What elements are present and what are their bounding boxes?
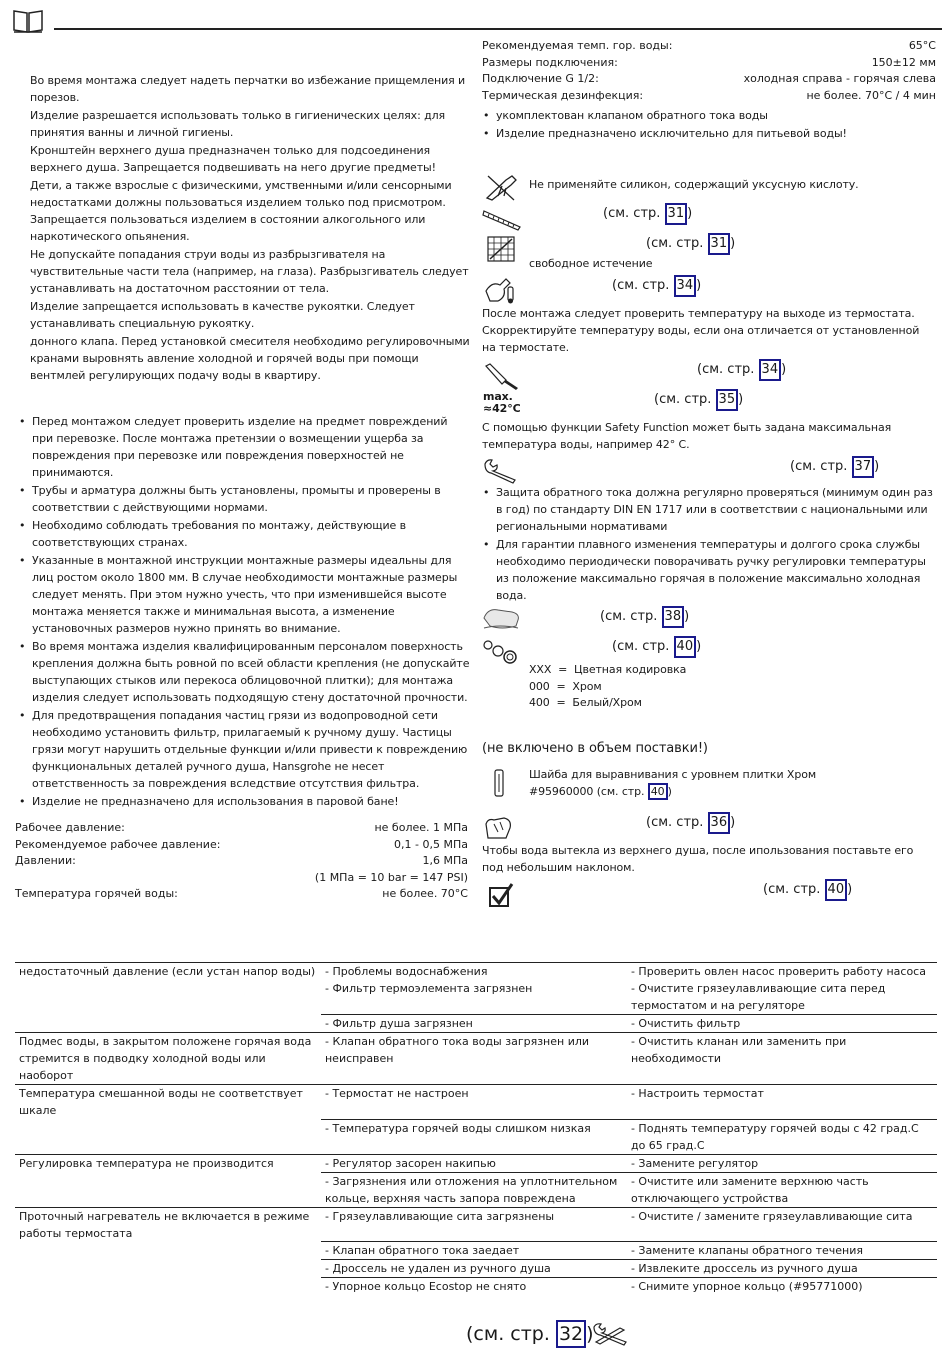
maintenance-notes — [482, 484, 934, 605]
page-ref-number[interactable]: 34 — [759, 359, 782, 381]
grid-icon — [487, 236, 515, 262]
safety-paragraph: Кронштейн верхнего душа предназначен только для подсоединения верхнего душа. Запрещается подвешивать на него другие предметы! — [30, 144, 436, 174]
footer-page-ref[interactable]: (см. стр. 32 ) — [466, 1320, 594, 1348]
cleaning-hand-icon — [482, 604, 522, 632]
page-ref[interactable]: (см. стр. 40 ) — [763, 879, 852, 901]
table-row: - Упорное кольцо Ecostop не снято - Снимите упорное кольцо (#95771000) — [15, 1278, 937, 1296]
spec-row: Размеры подключения: 150±12 мм — [482, 55, 936, 69]
list-item: • Необходимо соблюдать требования по монтажу, действующие в соответствующих странах. — [18, 517, 470, 551]
color-code: 000 = Хром — [529, 680, 602, 693]
spec-row: Температура горячей воды: не более. 70°C — [15, 887, 468, 900]
table-row: Проточный нагреватель не включается в режиме работы термостата - Грязеулавливающие сита загрязнены - Очистите / замените грязеулавливающие сита — [15, 1207, 937, 1242]
thermometer-hand-icon — [484, 275, 518, 305]
spec-row: Термическая дезинфекция: не более. 70°C / 4 мин — [482, 88, 936, 102]
safety-function-text: С помощью функции Safety Function может быть задана максимальная температура воды, например 42° C. — [482, 421, 892, 451]
page-ref[interactable]: (см. стр. 31 ) — [646, 233, 735, 255]
page-ref-number[interactable]: 40 — [674, 636, 697, 658]
page-ref[interactable]: (см. стр. 35 ) — [654, 389, 743, 411]
spec-row: Давлении: 1,6 МПа — [15, 854, 468, 867]
page-ref[interactable]: (см. стр. 40 ) — [612, 636, 701, 658]
page-ref[interactable]: (см. стр. 37 ) — [790, 456, 879, 478]
checkbox-icon — [488, 882, 514, 908]
page-ref-number[interactable]: 37 — [852, 456, 875, 478]
page-ref[interactable]: (см. стр. 38 ) — [600, 606, 689, 628]
page-ref-number[interactable]: 35 — [716, 389, 739, 411]
list-item: • Изделие предназначено исключительно для питьевой воды! — [482, 125, 934, 142]
screwdriver-icon — [484, 362, 520, 392]
ruler-icon — [482, 205, 522, 231]
table-row: - Температура горячей воды слишком низкая - Поднять температуру горячей воды с 42 град.С до 65 град.С — [15, 1119, 937, 1154]
page-ref[interactable]: (см. стр. 34 ) — [612, 275, 701, 297]
spec-row: Подключение G 1/2: холодная справа - горячая слева — [482, 72, 936, 85]
technical-specs-right — [482, 38, 936, 104]
thermostat-check-text: После монтажа следует проверить температуру на выходе из термостата. Скорректируйте температуру воды, если она отличается от установленной на термостате. — [482, 307, 920, 354]
safety-paragraph: Во время монтажа следует надеть перчатки во избежание прищемления и порезов. — [30, 74, 466, 104]
page-ref-number[interactable]: 31 — [665, 203, 688, 225]
safety-text — [30, 72, 470, 385]
safety-paragraph: Не допускайте попадания струи воды из разбрызгивателя на чувствительные части тела (например, на глаза). Разбрызгиватель следует устанавливать на достаточном расстоянии от тела. — [30, 248, 469, 295]
troubleshooting-table — [15, 962, 937, 1295]
list-item: • укомплектован клапаном обратного тока воды — [482, 107, 934, 124]
free-flow-label: свободное истечение — [529, 257, 653, 270]
list-item: • Трубы и арматура должны быть установлены, промыты и проверены в соответствии с действующими нормами. — [18, 482, 470, 516]
page-ref-number[interactable]: 34 — [674, 275, 697, 297]
book-icon — [12, 8, 44, 34]
silicone-warning: Не применяйте силикон, содержащий уксусную кислоту. — [529, 178, 859, 191]
table-row: - Клапан обратного тока заедает - Замените клапаны обратного течения — [15, 1242, 937, 1260]
list-item: • Защита обратного тока должна регулярно проверяться (минимум один раз в год) по стандарту DIN EN 1717 или в соответствии с национальными или региональными нормативами — [482, 484, 934, 535]
header-rule — [54, 28, 942, 30]
table-row: - Фильтр термоэлемента загрязнен - Очистите грязеулавливающие сита перед термостатом и на регуляторе — [324, 982, 886, 1012]
color-code: 400 = Белый/Хром — [529, 696, 642, 709]
safety-paragraph: Дети, а также взрослые с физическими, умственными и/или сенсорными недостатками должны пользоваться изделием только под присмотром. Запрещается пользоваться изделием в состоянии алкогольного или наркотического опьянения. — [30, 179, 452, 243]
table-row: - Дроссель не удален из ручного душа - Извлеките дроссель из ручного душа — [15, 1260, 937, 1278]
spec-note: (1 МПа = 10 bar = 147 PSI) — [314, 870, 468, 884]
list-item: • Перед монтажом следует проверить изделие на предмет повреждений при перевозке. После монтажа претензии о возмещении ущерба за повреждения при перевозке или повреждения поверхностей не принимаются. — [18, 413, 470, 481]
list-item: • Для гарантии плавного изменения температуры и долгого срока службы необходимо периодически поворачивать ручку регулировки температуры из положение максимально горячая в положение максимально холодная вода. — [482, 536, 934, 604]
washer-description: Шайба для выравнивания с уровнем плитки Хром — [529, 768, 817, 781]
wrench-icon — [483, 458, 521, 484]
page-ref[interactable]: (см. стр. 31 ) — [603, 203, 692, 225]
page-ref[interactable]: (см. стр. 36 ) — [646, 812, 735, 834]
washer-icon — [492, 768, 506, 798]
hand-adjust-icon — [484, 814, 516, 842]
page-ref-number[interactable]: 31 — [708, 233, 731, 255]
page-ref[interactable]: (см. стр. 34 ) — [697, 359, 786, 381]
list-item: • Изделие не предназначено для использования в паровой бане! — [18, 793, 470, 810]
page-ref-number[interactable]: 40 — [648, 783, 668, 800]
table-row: недостаточный давление (если устан напор воды) - Проблемы водоснабжения - Проверить овлен насос проверить работу насоса — [15, 963, 937, 981]
max-label: max. — [483, 390, 513, 403]
color-code: XXX = Цветная кодировка — [529, 663, 687, 676]
spec-row: Рекомендуемое рабочее давление: 0,1 - 0,5 МПа — [15, 837, 468, 851]
page-ref-number[interactable]: 40 — [825, 879, 848, 901]
tools-icon — [592, 1322, 630, 1346]
safety-paragraph: донного клапа. Перед установкой смесителя необходимо регулировочными кранами выровнять авление холодной и горячей воды при помощи вентмлей регулирующих подачу воды в квартиру. — [30, 335, 470, 382]
list-item: • Для предотвращения попадания частиц грязи из водопроводной сети необходимо установить фильтр, прилагаемый к ручному душу. Частицы грязи могут нарушить отдельные функции и/или привести к повреждению функциональных деталей ручного душа, Hansgrohe не несет ответственность за повреждения вследствие отсутствия фильтра. — [18, 707, 470, 792]
parts-icon — [482, 637, 522, 665]
installation-notes — [18, 413, 470, 811]
table-row: Температура смешанной воды не соответствует шкале - Термостат не настроен - Настроить термостат — [15, 1085, 937, 1120]
technical-specs-left — [15, 820, 468, 903]
table-row: Подмес воды, в закрытом положене горячая вода стремится в подводку холодной воды или наоборот - Клапан обратного тока воды загрязнен или неисправен - Очистить кланан или заменить при необходимости — [15, 1033, 937, 1085]
table-row: Регулировка температура не производится - Регулятор засорен накипью - Замените регулятор — [15, 1154, 937, 1172]
not-included-heading: (не включено в объем поставки!) — [482, 741, 708, 756]
page-ref-number[interactable]: 36 — [708, 812, 731, 834]
list-item: • Во время монтажа изделия квалифицированным персоналом поверхность крепления должна быть ровной по всей области крепления (не допускайте выступающих стыков или перекоса облицовочной плитки); для монтажа изделия следует использовать подходящую стену достаточной прочности. — [18, 638, 470, 706]
page-ref-number[interactable]: 32 — [556, 1320, 586, 1348]
list-item: • Указанные в монтажной инструкции монтажные размеры идеальны для лиц ростом около 1800 мм. В случае необходимости монтажные размеры следует менять. При этом нужно учесть, что при изменившейся высоте монтажа меняется также и минимальная высота, а изменение установочных размеров нужно принять во внимание. — [18, 552, 470, 637]
table-row: - Фильтр душа загрязнен - Очистить фильтр — [15, 1015, 937, 1033]
spec-row: Рабочее давление: не более. 1 МПа — [15, 821, 468, 834]
max-temp-label: ≈42°C — [483, 402, 521, 415]
spec-row: Рекомендуемая темп. гор. воды: 65°C — [482, 39, 936, 52]
silicone-gun-icon — [484, 172, 520, 202]
safety-paragraph: Изделие запрещается использовать в качестве рукоятки. Следует устанавливать специальную рукоятку. — [30, 300, 415, 330]
page-ref-number[interactable]: 38 — [662, 606, 685, 628]
product-notes — [482, 107, 934, 143]
safety-paragraph: Изделие разрешается использовать только в гигиенических целях: для принятия ванны и личной гигиены. — [30, 109, 446, 139]
shower-tilt-note: Чтобы вода вытекла из верхнего душа, после ипользования поставьте его под небольшим наклоном. — [482, 844, 914, 874]
table-row: - Загрязнения или отложения на уплотнительном кольце, верхняя часть запора повреждена - Очистите или замените верхнюю часть отключающего устройства — [15, 1172, 937, 1207]
washer-article: #95960000 (см. стр. 40 ) — [529, 785, 672, 798]
